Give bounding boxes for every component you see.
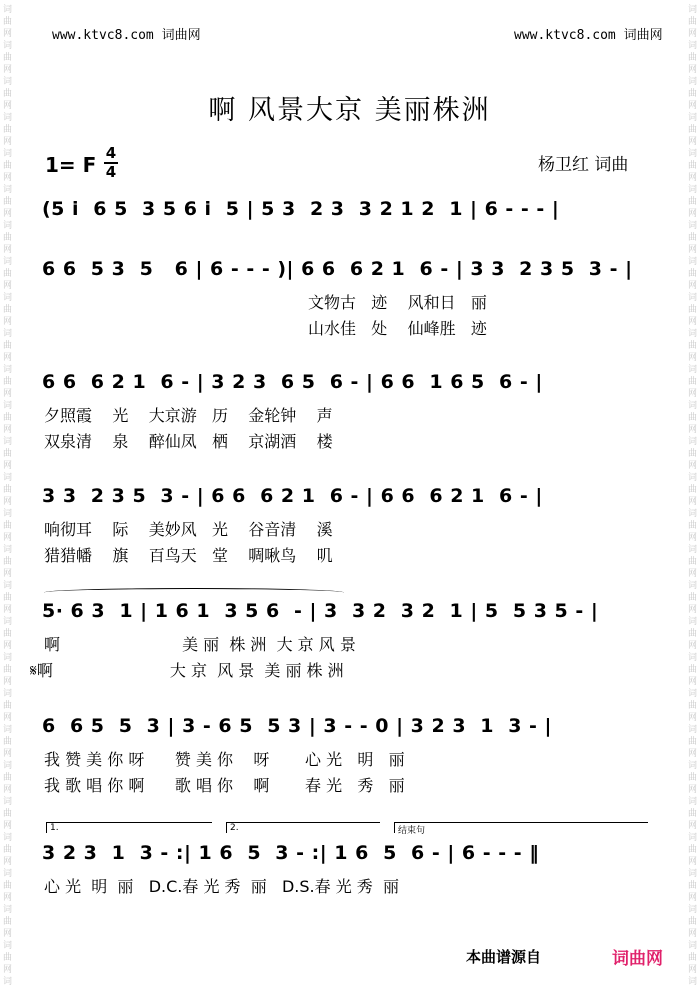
watermark-glyph: 曲 xyxy=(686,160,696,169)
source-label: 本曲谱源自 xyxy=(466,948,542,966)
watermark-glyph: 曲 xyxy=(686,772,696,781)
notes-line-5: 5· 6 3 1 | 1 6 1 3 5 6 - | 3 3 2 3 2 1 | 5 5 3 5 - | xyxy=(42,600,599,622)
watermark-glyph: 词 xyxy=(1,760,11,769)
watermark-glyph: 词 xyxy=(686,112,696,121)
watermark-glyph: 网 xyxy=(1,208,11,217)
watermark-glyph: 词 xyxy=(1,976,11,985)
notes-line-2: 6 6 5 3 5 6 | 6 - - - )| 6 6 6 2 1 6 - | 3 3 2 3 5 3 - | xyxy=(42,258,633,280)
watermark-glyph: 曲 xyxy=(1,124,11,133)
watermark-glyph: 曲 xyxy=(1,844,11,853)
watermark-glyph: 网 xyxy=(1,244,11,253)
watermark-glyph: 词 xyxy=(1,220,11,229)
lyrics-line-5-verse-2: 𝄋啊 大 京 风 景 美 丽 株 洲 xyxy=(30,661,344,680)
watermark-glyph: 曲 xyxy=(1,772,11,781)
watermark-glyph: 网 xyxy=(686,388,696,397)
lyrics-line-6-verse-2: 我 歌 唱 你 啊 歌 唱 你 啊 春 光 秀 丽 xyxy=(44,776,405,795)
watermark-glyph: 曲 xyxy=(1,160,11,169)
time-signature xyxy=(104,146,118,180)
watermark-glyph: 词 xyxy=(686,760,696,769)
site-url-left[interactable]: www.ktvc8.com 词曲网 xyxy=(52,28,201,43)
watermark-glyph: 曲 xyxy=(1,196,11,205)
watermark-glyph: 曲 xyxy=(1,232,11,241)
watermark-glyph: 词 xyxy=(1,940,11,949)
lyrics-line-4-verse-2: 猎猎幡 旗 百鸟天 堂 啁啾鸟 叽 xyxy=(44,546,333,565)
watermark-right xyxy=(685,0,699,992)
watermark-glyph: 网 xyxy=(686,676,696,685)
watermark-glyph: 曲 xyxy=(1,52,11,61)
watermark-glyph: 曲 xyxy=(686,340,696,349)
watermark-glyph: 曲 xyxy=(686,484,696,493)
watermark-glyph: 词 xyxy=(686,796,696,805)
watermark-glyph: 词 xyxy=(686,652,696,661)
watermark-glyph: 词 xyxy=(686,148,696,157)
watermark-glyph: 词 xyxy=(1,364,11,373)
watermark-glyph: 网 xyxy=(686,100,696,109)
watermark-glyph: 曲 xyxy=(686,196,696,205)
watermark-glyph: 网 xyxy=(1,100,11,109)
watermark-glyph: 网 xyxy=(1,280,11,289)
watermark-glyph: 网 xyxy=(686,424,696,433)
watermark-glyph: 词 xyxy=(686,508,696,517)
watermark-glyph: 网 xyxy=(1,316,11,325)
watermark-glyph: 网 xyxy=(686,640,696,649)
watermark-glyph: 词 xyxy=(1,688,11,697)
watermark-glyph: 曲 xyxy=(686,736,696,745)
watermark-glyph: 词 xyxy=(1,652,11,661)
watermark-glyph: 曲 xyxy=(1,520,11,529)
watermark-glyph: 词 xyxy=(1,148,11,157)
watermark-glyph: 网 xyxy=(1,892,11,901)
watermark-glyph: 网 xyxy=(686,64,696,73)
watermark-glyph: 词 xyxy=(1,796,11,805)
lyrics-line-2-verse-1: 文物古 迹 风和日 丽 xyxy=(308,293,487,312)
watermark-glyph: 曲 xyxy=(1,736,11,745)
watermark-glyph: 网 xyxy=(1,748,11,757)
watermark-left xyxy=(0,0,14,992)
watermark-glyph: 网 xyxy=(1,928,11,937)
watermark-glyph: 词 xyxy=(686,724,696,733)
watermark-glyph: 词 xyxy=(1,112,11,121)
watermark-glyph: 词 xyxy=(686,544,696,553)
watermark-glyph: 网 xyxy=(686,280,696,289)
watermark-glyph: 网 xyxy=(686,964,696,973)
watermark-glyph: 曲 xyxy=(1,268,11,277)
watermark-glyph: 词 xyxy=(686,472,696,481)
watermark-glyph: 词 xyxy=(686,256,696,265)
watermark-glyph: 词 xyxy=(686,292,696,301)
watermark-glyph: 词 xyxy=(686,580,696,589)
watermark-glyph: 网 xyxy=(1,856,11,865)
watermark-glyph: 网 xyxy=(686,352,696,361)
watermark-glyph: 曲 xyxy=(1,340,11,349)
watermark-glyph: 词 xyxy=(686,868,696,877)
watermark-glyph: 网 xyxy=(686,136,696,145)
watermark-glyph: 词 xyxy=(686,688,696,697)
notes-line-1: (5 i 6 5 3 5 6 i 5 | 5 3 2 3 3 2 1 2 1 | 6 - - - | xyxy=(42,198,560,220)
watermark-glyph: 词 xyxy=(686,616,696,625)
watermark-glyph: 曲 xyxy=(1,916,11,925)
watermark-glyph: 网 xyxy=(1,28,11,37)
notes-line-4: 3 3 2 3 5 3 - | 6 6 6 2 1 6 - | 6 6 6 2 1 6 - | xyxy=(42,485,543,507)
watermark-glyph: 词 xyxy=(1,256,11,265)
watermark-glyph: 词 xyxy=(686,976,696,985)
slur xyxy=(44,588,344,597)
watermark-glyph: 网 xyxy=(686,172,696,181)
watermark-glyph: 词 xyxy=(1,616,11,625)
watermark-glyph: 曲 xyxy=(686,916,696,925)
watermark-glyph: 词 xyxy=(1,724,11,733)
notes-line-3: 6 6 6 2 1 6 - | 3 2 3 6 5 6 - | 6 6 1 6 5 6 - | xyxy=(42,371,543,393)
watermark-glyph: 词 xyxy=(686,832,696,841)
watermark-glyph: 曲 xyxy=(1,304,11,313)
watermark-glyph: 网 xyxy=(686,748,696,757)
watermark-glyph: 网 xyxy=(686,712,696,721)
lyrics-line-7: 心 光 明 丽 D.C.春 光 秀 丽 D.S.春 光 秀 丽 xyxy=(44,877,399,896)
watermark-glyph: 曲 xyxy=(686,124,696,133)
watermark-glyph: 词 xyxy=(1,832,11,841)
watermark-glyph: 网 xyxy=(686,892,696,901)
watermark-glyph: 曲 xyxy=(686,268,696,277)
notes-line-6: 6 6 5 5 3 | 3 - 6 5 5 3 | 3 - - 0 | 3 2 3 1 3 - | xyxy=(42,715,552,737)
watermark-glyph: 词 xyxy=(1,4,11,13)
watermark-glyph: 网 xyxy=(686,820,696,829)
lyrics-line-4-verse-1: 响彻耳 际 美妙风 光 谷音清 溪 xyxy=(44,520,333,539)
watermark-glyph: 曲 xyxy=(686,808,696,817)
watermark-glyph: 网 xyxy=(686,244,696,253)
watermark-glyph: 网 xyxy=(1,784,11,793)
volta-ending: 结束句 xyxy=(394,822,648,833)
watermark-glyph: 网 xyxy=(686,604,696,613)
watermark-glyph: 网 xyxy=(686,532,696,541)
watermark-glyph: 曲 xyxy=(686,880,696,889)
watermark-glyph: 词 xyxy=(1,508,11,517)
watermark-glyph: 曲 xyxy=(686,304,696,313)
watermark-glyph: 网 xyxy=(1,964,11,973)
watermark-glyph: 曲 xyxy=(1,808,11,817)
notes-line-7: 3 2 3 1 3 - :| 1 6 5 3 - :| 1 6 5 6 - | 6 - - - ‖ xyxy=(42,842,540,864)
lyrics-line-3-verse-2: 双泉清 泉 醉仙凤 栖 京湖酒 楼 xyxy=(44,432,333,451)
watermark-glyph: 曲 xyxy=(1,700,11,709)
watermark-glyph: 网 xyxy=(1,712,11,721)
watermark-glyph: 词 xyxy=(686,940,696,949)
watermark-glyph: 网 xyxy=(1,820,11,829)
meter-top: 4 xyxy=(105,144,117,162)
watermark-glyph: 词 xyxy=(686,40,696,49)
watermark-glyph: 网 xyxy=(1,460,11,469)
watermark-glyph: 网 xyxy=(1,136,11,145)
watermark-glyph: 曲 xyxy=(1,88,11,97)
watermark-glyph: 网 xyxy=(686,568,696,577)
watermark-glyph: 曲 xyxy=(1,484,11,493)
watermark-glyph: 网 xyxy=(1,604,11,613)
watermark-glyph: 曲 xyxy=(686,448,696,457)
watermark-glyph: 网 xyxy=(686,856,696,865)
watermark-glyph: 曲 xyxy=(1,448,11,457)
watermark-glyph: 曲 xyxy=(1,952,11,961)
lyrics-line-3-verse-1: 夕照霞 光 大京游 历 金轮钟 声 xyxy=(44,406,333,425)
watermark-glyph: 词 xyxy=(1,76,11,85)
volta-1: 1. xyxy=(46,822,212,833)
watermark-glyph: 网 xyxy=(1,424,11,433)
watermark-glyph: 曲 xyxy=(686,88,696,97)
watermark-glyph: 词 xyxy=(686,400,696,409)
volta-2: 2. xyxy=(226,822,380,833)
watermark-glyph: 曲 xyxy=(686,52,696,61)
watermark-glyph: 词 xyxy=(686,904,696,913)
song-title: 啊 风景大京 美丽株洲 xyxy=(208,95,491,126)
watermark-glyph: 曲 xyxy=(1,16,11,25)
watermark-glyph: 词 xyxy=(686,4,696,13)
watermark-glyph: 曲 xyxy=(686,664,696,673)
watermark-glyph: 曲 xyxy=(686,556,696,565)
watermark-glyph: 词 xyxy=(686,184,696,193)
watermark-glyph: 网 xyxy=(1,532,11,541)
site-logo[interactable]: 词曲网 xyxy=(612,949,663,969)
watermark-glyph: 词 xyxy=(1,328,11,337)
watermark-glyph: 词 xyxy=(1,400,11,409)
watermark-glyph: 曲 xyxy=(1,376,11,385)
watermark-glyph: 网 xyxy=(686,784,696,793)
watermark-glyph: 词 xyxy=(686,220,696,229)
watermark-glyph: 曲 xyxy=(686,844,696,853)
watermark-glyph: 曲 xyxy=(686,700,696,709)
watermark-glyph: 曲 xyxy=(686,232,696,241)
watermark-glyph: 曲 xyxy=(1,880,11,889)
watermark-glyph: 网 xyxy=(1,496,11,505)
watermark-glyph: 词 xyxy=(1,472,11,481)
watermark-glyph: 词 xyxy=(1,904,11,913)
watermark-glyph: 网 xyxy=(1,352,11,361)
watermark-glyph: 曲 xyxy=(686,952,696,961)
watermark-glyph: 网 xyxy=(1,172,11,181)
watermark-glyph: 词 xyxy=(686,328,696,337)
watermark-glyph: 网 xyxy=(686,496,696,505)
watermark-glyph: 曲 xyxy=(1,412,11,421)
meter-bottom: 4 xyxy=(105,163,117,181)
lyrics-line-6-verse-1: 我 赞 美 你 呀 赞 美 你 呀 心 光 明 丽 xyxy=(44,750,405,769)
watermark-glyph: 词 xyxy=(1,436,11,445)
watermark-glyph: 词 xyxy=(1,40,11,49)
watermark-glyph: 曲 xyxy=(1,664,11,673)
watermark-glyph: 网 xyxy=(1,676,11,685)
watermark-glyph: 曲 xyxy=(686,376,696,385)
watermark-glyph: 词 xyxy=(1,868,11,877)
key-signature: 1= F xyxy=(45,153,97,177)
lyrics-line-5-verse-1: 啊 美 丽 株 洲 大 京 风 景 xyxy=(44,635,356,654)
author-credit: 杨卫红 词曲 xyxy=(538,155,629,175)
watermark-glyph: 曲 xyxy=(1,592,11,601)
watermark-glyph: 曲 xyxy=(1,556,11,565)
watermark-glyph: 曲 xyxy=(686,592,696,601)
watermark-glyph: 词 xyxy=(1,580,11,589)
watermark-glyph: 词 xyxy=(1,292,11,301)
watermark-glyph: 曲 xyxy=(686,520,696,529)
watermark-glyph: 网 xyxy=(1,64,11,73)
lyrics-line-2-verse-2: 山水佳 处 仙峰胜 迹 xyxy=(308,319,487,338)
watermark-glyph: 网 xyxy=(686,208,696,217)
watermark-glyph: 网 xyxy=(1,388,11,397)
watermark-glyph: 曲 xyxy=(686,628,696,637)
watermark-glyph: 网 xyxy=(1,568,11,577)
watermark-glyph: 词 xyxy=(1,184,11,193)
watermark-glyph: 词 xyxy=(686,436,696,445)
watermark-glyph: 网 xyxy=(686,460,696,469)
watermark-glyph: 曲 xyxy=(1,628,11,637)
watermark-glyph: 词 xyxy=(686,364,696,373)
watermark-glyph: 网 xyxy=(1,640,11,649)
watermark-glyph: 曲 xyxy=(686,16,696,25)
watermark-glyph: 词 xyxy=(1,544,11,553)
site-url-right[interactable]: www.ktvc8.com 词曲网 xyxy=(514,28,663,43)
watermark-glyph: 曲 xyxy=(686,412,696,421)
watermark-glyph: 网 xyxy=(686,28,696,37)
watermark-glyph: 网 xyxy=(686,928,696,937)
watermark-glyph: 网 xyxy=(686,316,696,325)
watermark-glyph: 词 xyxy=(686,76,696,85)
